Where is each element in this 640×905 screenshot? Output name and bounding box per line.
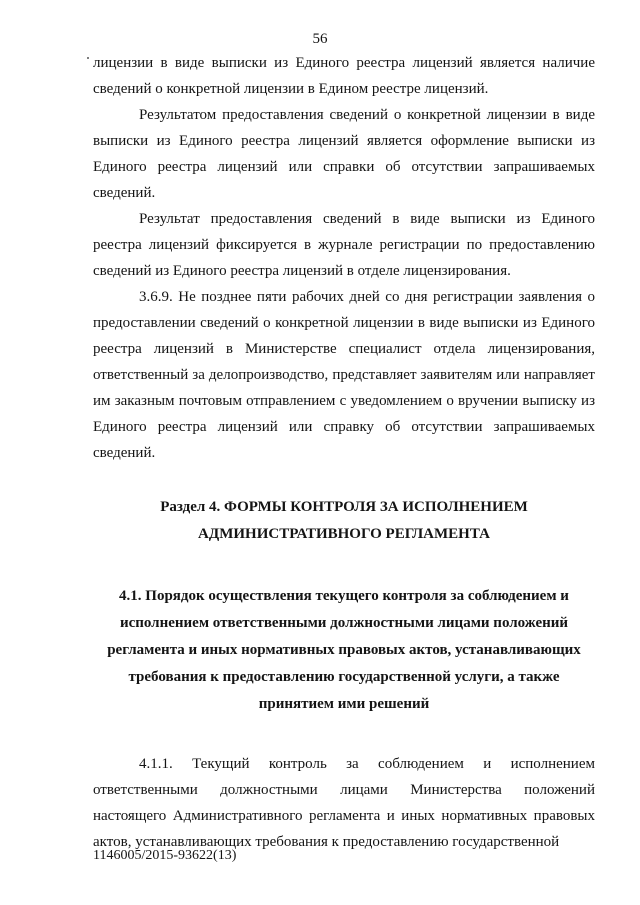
section-heading-line: Раздел 4. ФОРМЫ КОНТРОЛЯ ЗА ИСПОЛНЕНИЕМ xyxy=(160,499,528,515)
paragraph-4-1-1: 4.1.1. Текущий контроль за соблюдением и исполнением ответственными должностными лицами Министерства положений настоящего Административного регламента и иных нормативных правовых актов, устанавливающих требования к предоставлению государственной xyxy=(93,756,595,850)
subsection-heading-line: принятием ими решений xyxy=(258,696,430,712)
paragraph-3-6-9: 3.6.9. Не позднее пяти рабочих дней со дня регистрации заявления о предоставлении сведений о конкретной лицензии в виде выписки из Единого реестра лицензий в Министерстве специалист отдела лицензирования, ответственный за делопроизводство, представляет заявителям или направляет им заказным почтовым отправлением с уведомлением о вручении выписку из Единого реестра лицензий или справку об отсутствии запрашиваемых сведений. xyxy=(93,289,595,461)
page-content xyxy=(93,50,595,855)
paragraph-continuation: лицензии в виде выписки из Единого реестра лицензий является наличие сведений о конкретной лицензии в Едином реестре лицензий. xyxy=(93,55,595,97)
subsection-heading xyxy=(93,583,595,718)
paragraph-result-format: Результатом предоставления сведений о конкретной лицензии в виде выписки из Единого реестра лицензий является оформление выписки из Единого реестра лицензий или справки об отсутствии запрашиваемых сведений. xyxy=(93,107,595,201)
margin-mark xyxy=(87,57,89,59)
document-code: 1146005/2015-93622(13) xyxy=(93,848,237,863)
paragraph-result-registration: Результат предоставления сведений в виде выписки из Единого реестра лицензий фиксируется в журнале регистрации по предоставлению сведений из Единого реестра лицензий в отделе лицензирования. xyxy=(93,211,595,279)
page-number: 56 xyxy=(312,31,328,47)
subsection-heading-line: исполнением ответственными должностными лицами положений xyxy=(119,615,569,631)
subsection-heading-line: регламента и иных нормативных правовых актов, устанавливающих xyxy=(107,642,581,658)
subsection-heading-line: требования к предоставлению государственной услуги, а также xyxy=(128,669,560,685)
section-heading-line: АДМИНИСТРАТИВНОГО РЕГЛАМЕНТА xyxy=(198,526,490,542)
subsection-heading-line: 4.1. Порядок осуществления текущего контроля за соблюдением и xyxy=(119,588,569,604)
section-heading xyxy=(93,494,595,548)
